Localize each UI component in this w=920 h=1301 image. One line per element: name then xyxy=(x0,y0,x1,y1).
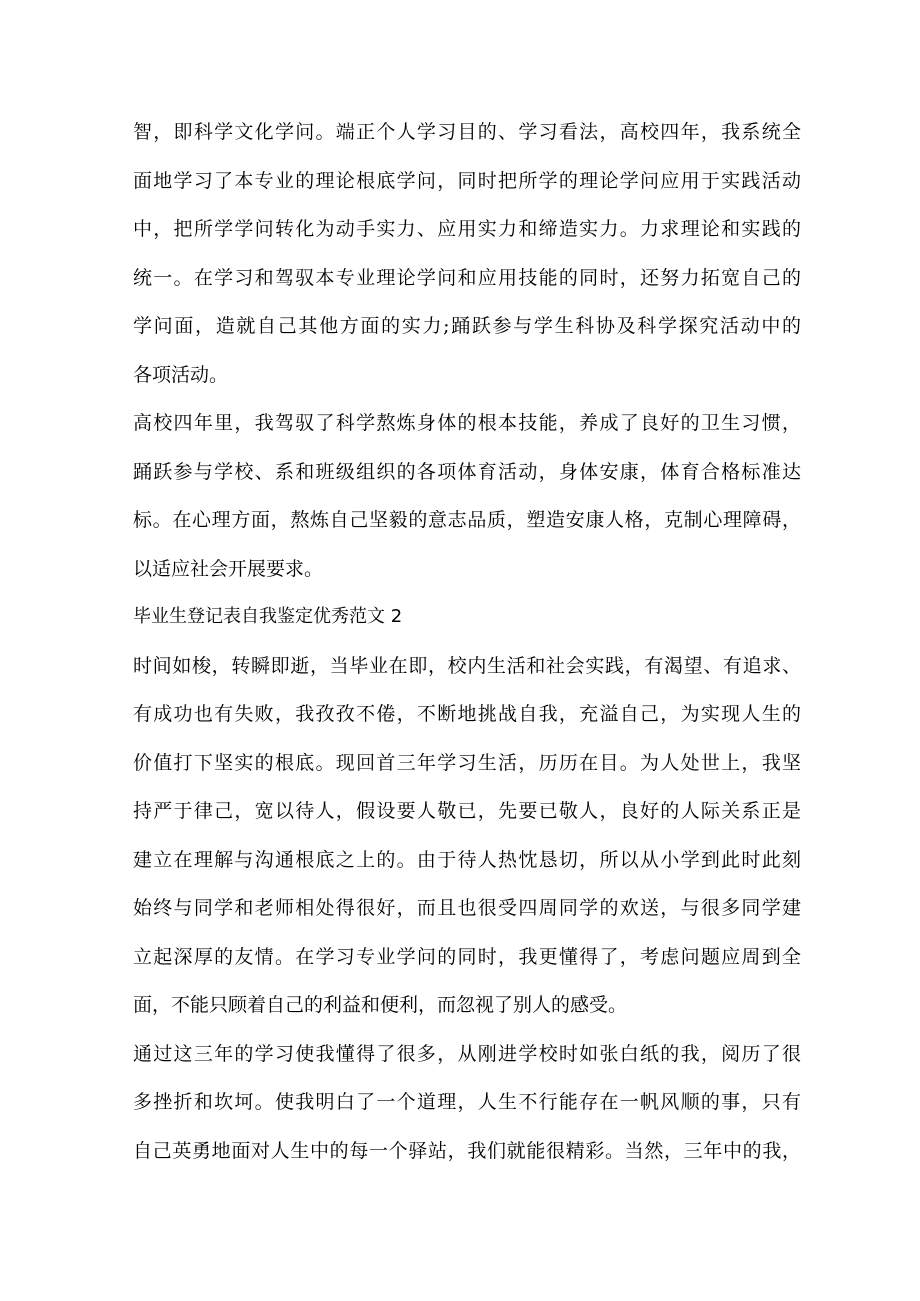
text-line: 建立在理解与沟通根底之上的。由于待人热忱恳切，所以从小学到此时此刻 xyxy=(133,848,801,871)
text-line: 立起深厚的友情。在学习专业学问的同时，我更懂得了，考虑问题应周到全 xyxy=(133,945,801,968)
document-body xyxy=(133,108,801,1175)
text-line: 时间如梭，转瞬即逝，当毕业在即，校内生活和社会实践，有渴望、有追求、 xyxy=(133,654,801,677)
text-line: 自己英勇地面对人生中的每一个驿站，我们就能很精彩。当然，三年中的我， xyxy=(133,1139,801,1162)
text-line: 智，即科学文化学问。端正个人学习目的、学习看法，高校四年，我系统全 xyxy=(133,121,801,143)
text-line: 面，不能只顾着自己的利益和便利，而忽视了别人的感受。 xyxy=(133,994,628,1016)
text-line: 标。在心理方面，熬炼自己坚毅的意志品质，塑造安康人格，克制心理障碍， xyxy=(133,509,801,531)
text-line: 通过这三年的学习使我懂得了很多，从刚进学校时如张白纸的我，阅历了很 xyxy=(133,1042,801,1065)
text-line: 始终与同学和老师相处得很好，而且也很受四周同学的欢送，与很多同学建 xyxy=(133,897,801,919)
text-line: 以适应社会开展要求。 xyxy=(133,557,324,580)
text-line: 有成功也有失败，我孜孜不倦，不断地挑战自我，充溢自己，为实现人生的 xyxy=(133,703,801,725)
text-line: 踊跃参与学校、系和班级组织的各项体育活动，身体安康，体育合格标准达 xyxy=(133,460,801,483)
text-line: 统一。在学习和驾驭本专业理论学问和应用技能的同时，还努力拓宽自己的 xyxy=(133,266,801,289)
section-heading: 毕业生登记表自我鉴定优秀范文 2 xyxy=(133,606,403,627)
text-line: 价值打下坚实的根底。现回首三年学习生活，历历在目。为人处世上，我坚 xyxy=(133,751,801,774)
text-line: 学问面，造就自己其他方面的实力;踊跃参与学生科协及科学探究活动中的 xyxy=(133,315,801,337)
text-line: 面地学习了本专业的理论根底学问，同时把所学的理论学问应用于实践活动 xyxy=(133,169,801,192)
text-line: 中，把所学学问转化为动手实力、应用实力和缔造实力。力求理论和实践的 xyxy=(133,218,801,240)
text-line: 各项活动。 xyxy=(133,363,229,386)
text-line: 持严于律己，宽以待人，假设要人敬已，先要已敬人，良好的人际关系正是 xyxy=(133,800,801,822)
text-line: 高校四年里，我驾驭了科学熬炼身体的根本技能，养成了良好的卫生习惯， xyxy=(133,412,801,434)
text-line: 多挫折和坎坷。使我明白了一个道理，人生不行能存在一帆风顺的事，只有 xyxy=(133,1091,801,1113)
